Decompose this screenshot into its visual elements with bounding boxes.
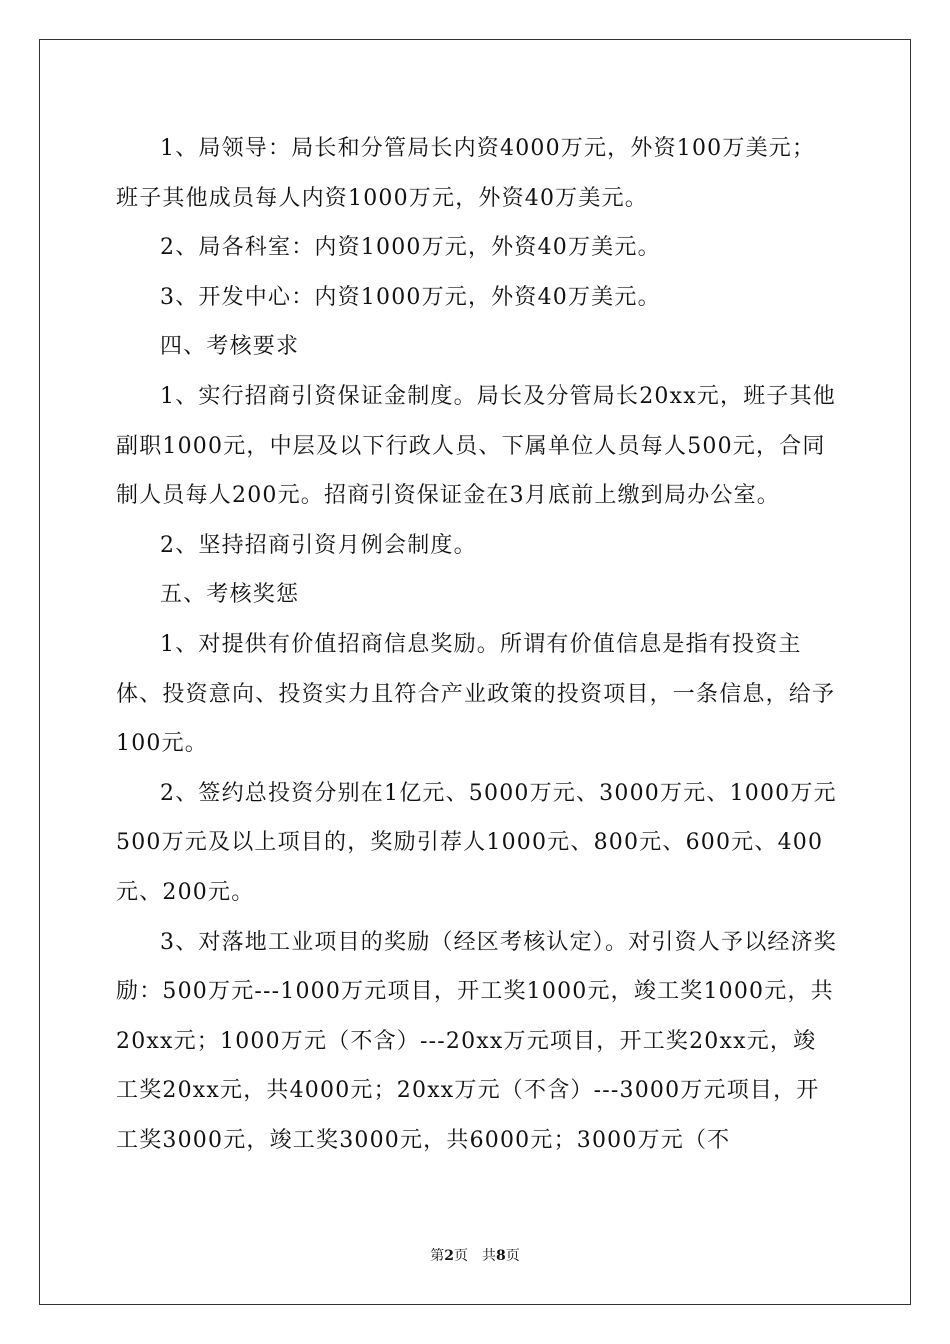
paragraph-info-reward: 1、对提供有价值招商信息奖励。所谓有价值信息是指有投资主体、投资意向、投资实力且符合产业政策的投资项目，一条信息，给予100元。 bbox=[116, 631, 836, 757]
document-body bbox=[116, 124, 838, 1165]
paragraph-deposit-system: 1、实行招商引资保证金制度。局长及分管局长20xx元，班子其他副职1000元，中层及以下行政人员、下属单位人员每人500元，合同制人员每人200元。招商引资保证金在3月底前上缴到局办公室。 bbox=[116, 383, 837, 509]
page-prefix: 第 bbox=[430, 1248, 445, 1264]
paragraph-monthly-meeting: 2、坚持招商引资月例会制度。 bbox=[160, 532, 477, 558]
total-pages: 8 bbox=[496, 1248, 506, 1264]
page-number: 2 bbox=[444, 1248, 454, 1264]
paragraph-section-targets: 2、局各科室：内资1000万元，外资40万美元。 bbox=[160, 235, 661, 261]
total-suffix: 页 bbox=[505, 1248, 520, 1264]
paragraph-signing-reward: 2、签约总投资分别在1亿元、5000万元、3000万元、1000万元500万元及以上项目的，奖励引荐人1000元、800元、600元、400元、200元。 bbox=[116, 780, 837, 905]
paragraph-project-reward: 3、对落地工业项目的奖励（经区考核认定）。对引资人予以经济奖励：500万元---1000万元项目，开工奖1000元，竣工奖1000元，共20xx元；1000万元（不含）---20xx万元项目，开工奖20xx元，竣工奖20xx元，共4000元；20xx万元（不含）---3000万元项目，开工奖3000元，竣工奖3000元，共6000元；3000万元（不 bbox=[116, 929, 837, 1153]
page-footer bbox=[0, 1247, 950, 1265]
paragraph-center-targets: 3、开发中心：内资1000万元，外资40万美元。 bbox=[160, 284, 661, 310]
heading-assessment-requirements: 四、考核要求 bbox=[160, 334, 300, 360]
total-prefix: 共 bbox=[482, 1248, 496, 1264]
heading-rewards-penalties: 五、考核奖惩 bbox=[160, 582, 300, 608]
paragraph-leader-targets: 1、局领导：局长和分管局长内资4000万元，外资100万美元；班子其他成员每人内资1000万元，外资40万美元。 bbox=[116, 136, 816, 211]
page-suffix: 页 bbox=[454, 1248, 468, 1264]
